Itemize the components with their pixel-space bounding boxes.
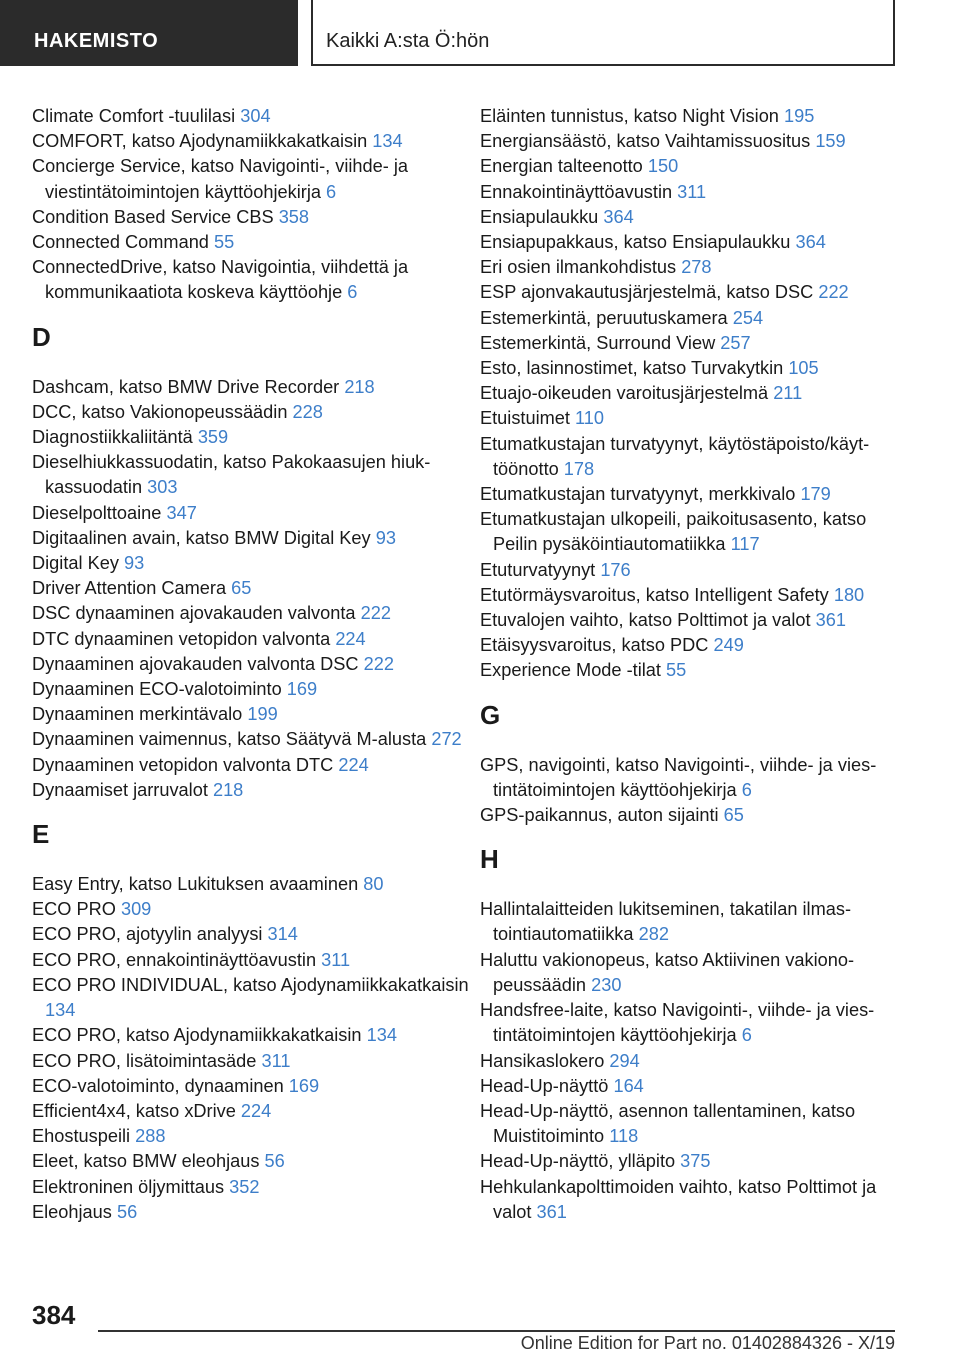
index-entry-page-link[interactable]: 164 <box>613 1075 644 1096</box>
index-entry-text: Dieselpolttoaine <box>32 502 162 523</box>
index-entry-text: Eläinten tunnistus, katso Night Vision <box>480 106 779 126</box>
index-entry <box>32 677 472 702</box>
index-entry-text: Hansikaslokero <box>480 1050 605 1071</box>
index-entry-page-link[interactable]: 65 <box>723 805 744 826</box>
index-entry <box>480 753 900 803</box>
index-entry-page-link[interactable]: 294 <box>609 1050 640 1071</box>
index-entry-text: Ensiapupakkaus, katso Ensiapulaukku <box>480 232 791 253</box>
index-entry <box>32 205 472 230</box>
index-entry-text: ECO PRO, ajotyylin analyysi <box>32 924 263 945</box>
index-letter-heading: G <box>480 699 501 730</box>
index-entry-page-link[interactable]: 364 <box>795 232 826 253</box>
index-entry <box>480 205 900 230</box>
index-entry <box>480 1074 900 1099</box>
index-entry-page-link[interactable]: 222 <box>360 603 391 624</box>
index-entry <box>32 627 472 652</box>
index-entry-text: Hehkulankapolttimoiden vaihto, katso Polttimot ja valot <box>480 1176 877 1222</box>
index-entry <box>32 450 472 500</box>
index-entry-page-link[interactable]: 224 <box>338 754 369 775</box>
index-entry <box>32 601 472 626</box>
index-entry <box>480 633 900 658</box>
index-entry-text: Eri osien ilmankohdistus <box>480 257 677 278</box>
index-entry <box>32 526 472 551</box>
footer-edition: Online Edition for Part no. 01402884326 - X/19 <box>520 1333 895 1353</box>
index-entry-text: Head-Up-näyttö <box>480 1075 609 1096</box>
index-entry-text: Head-Up-näyttö, asennon tallentaminen, katso Muistitoiminto <box>480 1100 856 1147</box>
index-entry <box>32 948 472 973</box>
index-entry-page-link[interactable]: 55 <box>666 660 687 681</box>
index-entry-page-link[interactable]: 364 <box>603 206 634 227</box>
index-entry <box>480 104 900 129</box>
index-entry <box>32 973 472 1023</box>
index-entry-page-link[interactable]: 93 <box>124 553 145 574</box>
index-entry-text: Haluttu vakionopeus, katso Aktiivinen vakionopeussäädin <box>480 949 855 995</box>
index-entry-page-link[interactable]: 56 <box>116 1201 138 1222</box>
footer-divider <box>98 1330 895 1332</box>
index-entry-text: GPS, navigointi, katso Navigointi-, viihde- ja viestintätoimintojen käyttöohjekirja <box>480 754 877 800</box>
index-entry-text: Dynaaminen vaimennus, katso Säätyvä M-alusta <box>32 729 427 750</box>
index-entry-text: Estemerkintä, Surround View <box>480 332 716 353</box>
index-entry-page-link[interactable]: 134 <box>366 1025 397 1046</box>
index-entry-page-link[interactable]: 254 <box>732 307 764 328</box>
index-entry-page-link[interactable]: 228 <box>292 401 323 422</box>
index-entry <box>480 432 900 482</box>
index-entry <box>480 255 900 280</box>
index-entry-page-link[interactable]: 55 <box>213 232 235 253</box>
index-entry-page-link[interactable]: 311 <box>261 1050 291 1071</box>
index-entry-text: Etuajo-oikeuden varoitusjärjestelmä <box>480 383 769 404</box>
index-entry <box>480 558 900 583</box>
index-entry-text: Ennakointinäyttöavustin <box>480 181 673 202</box>
index-entry <box>480 583 900 608</box>
index-entry <box>480 356 900 381</box>
index-entry-page-link[interactable]: 361 <box>815 610 847 631</box>
index-entry-page-link[interactable]: 180 <box>833 584 865 605</box>
index-entry <box>32 230 472 255</box>
index-entry-page-link[interactable]: 352 <box>229 1176 260 1197</box>
index-entry-page-link[interactable]: 65 <box>231 578 252 599</box>
page-header <box>0 0 960 66</box>
index-entry <box>480 1175 900 1225</box>
index-entry <box>480 1049 900 1074</box>
index-column-left <box>32 104 472 1225</box>
index-entry-text: Connected Command <box>32 232 209 253</box>
index-entry-page-link[interactable]: 272 <box>431 729 462 750</box>
index-entry-text: ConnectedDrive, katso Navigointia, viihdettä ja kommunikaatiota koskeva käyttöohje <box>32 257 409 303</box>
index-entry-page-link[interactable]: 105 <box>788 358 819 379</box>
index-entry <box>480 154 900 179</box>
index-entry <box>32 1200 472 1225</box>
index-entry-text: ECO-valotoiminto, dynaaminen <box>32 1075 284 1096</box>
index-entry <box>32 129 472 154</box>
index-entry-text: Digitaalinen avain, katso BMW Digital Key <box>32 527 371 548</box>
index-letter-heading: D <box>32 321 51 352</box>
index-entry-page-link[interactable]: 230 <box>591 974 622 995</box>
index-entry-text: Eleet, katso BMW eleohjaus <box>32 1151 260 1172</box>
index-entry <box>480 306 900 331</box>
index-entry-page-link[interactable]: 309 <box>120 899 152 920</box>
index-entry-page-link[interactable]: 257 <box>720 332 751 353</box>
index-entry-text: ECO PRO <box>32 899 116 920</box>
index-entry <box>480 230 900 255</box>
index-entry-page-link[interactable]: 278 <box>681 257 712 278</box>
index-entry-text: Condition Based Service CBS <box>32 206 274 227</box>
index-entry <box>32 652 472 677</box>
index-entry <box>32 1023 472 1048</box>
index-entry <box>480 1149 900 1174</box>
index-entry <box>480 658 900 683</box>
index-entry-page-link[interactable]: 169 <box>288 1075 320 1096</box>
index-entry-page-link[interactable]: 199 <box>247 704 278 725</box>
page-number: 384 <box>32 1300 76 1330</box>
index-entry-text: Elektroninen öljymittaus <box>32 1176 225 1197</box>
index-entry-page-link[interactable]: 110 <box>575 408 605 429</box>
index-column-right <box>480 104 900 1225</box>
index-entry-text: DTC dynaaminen vetopidon valvonta <box>32 628 331 649</box>
index-entry-text: GPS-paikannus, auton sijainti <box>480 805 719 826</box>
index-entry-page-link[interactable]: 93 <box>375 527 396 548</box>
index-entry-page-link[interactable]: 150 <box>647 156 679 177</box>
index-entry-page-link[interactable]: 224 <box>335 628 366 649</box>
index-entry-page-link[interactable]: 222 <box>818 282 849 303</box>
index-entry-page-link[interactable]: 358 <box>278 206 310 227</box>
index-entry-text: ECO PRO, katso Ajodynamiikkakatkaisin <box>32 1025 362 1046</box>
index-entry <box>32 375 472 400</box>
index-entry-page-link[interactable]: 117 <box>730 534 760 555</box>
index-entry-page-link[interactable]: 56 <box>264 1151 285 1172</box>
index-entry <box>480 280 900 305</box>
index-entry-text: Concierge Service, katso Navigointi-, viihde- ja viestintätoimintojen käyttöohjekirja <box>32 156 409 202</box>
index-entry-page-link[interactable]: 347 <box>166 502 197 523</box>
index-entry-text: Energian talteenotto <box>480 156 643 177</box>
index-entry-page-link[interactable]: 359 <box>197 427 229 448</box>
index-entry <box>480 507 900 557</box>
index-letter-heading: E <box>32 819 50 850</box>
index-entry-page-link[interactable]: 176 <box>600 559 631 580</box>
index-entry-page-link[interactable]: 218 <box>344 376 375 397</box>
index-entry-text: Etutörmäysvaroitus, katso Intelligent Safety <box>480 584 829 605</box>
index-entry-page-link[interactable]: 195 <box>783 106 815 126</box>
index-entry-page-link[interactable]: 134 <box>372 131 403 152</box>
index-entry-text: Etäisyysvaroitus, katso PDC <box>480 635 709 656</box>
index-entry-text: Dieselhiukkassuodatin, katso Pakokaasujen hiukkassuodatin <box>32 452 431 498</box>
index-entry <box>32 501 472 526</box>
index-entry-page-link[interactable]: 249 <box>713 635 744 656</box>
index-entry-page-link[interactable]: 288 <box>135 1126 166 1147</box>
index-entry-text: Etumatkustajan turvatyynyt, käytöstäpoisto/käyttöönotto <box>480 433 870 479</box>
index-entry-page-link[interactable]: 304 <box>240 106 271 126</box>
index-entry-page-link[interactable]: 375 <box>680 1151 711 1172</box>
index-entry-page-link[interactable]: 361 <box>536 1201 567 1222</box>
index-entry <box>32 255 472 305</box>
index-entry-page-link[interactable]: 80 <box>363 874 384 895</box>
index-entry-text: Hallintalaitteiden lukitseminen, takatilan ilmastointiautomatiikka <box>480 899 852 945</box>
index-entry-text: Eleohjaus <box>32 1201 112 1222</box>
index-entry-page-link[interactable]: 159 <box>815 131 846 152</box>
index-entry <box>480 482 900 507</box>
index-entry-page-link[interactable]: 224 <box>240 1100 272 1121</box>
index-entry-text: Ensiapulaukku <box>480 206 599 227</box>
index-entry <box>32 778 472 803</box>
index-entry-text: DSC dynaaminen ajovakauden valvonta <box>32 603 356 624</box>
index-entry <box>480 948 900 998</box>
index-entry-text: Easy Entry, katso Lukituksen avaaminen <box>32 874 359 895</box>
index-entry-page-link[interactable]: 211 <box>773 383 803 404</box>
index-entry-page-link[interactable]: 303 <box>147 477 178 498</box>
index-entry-page-link[interactable]: 311 <box>321 949 351 970</box>
index-entry-page-link[interactable]: 179 <box>800 484 831 505</box>
index-entry-text: ECO PRO, ennakointinäyttöavustin <box>32 949 317 970</box>
index-entry-page-link[interactable]: 6 <box>741 1025 752 1046</box>
index-entry <box>480 381 900 406</box>
index-entry-page-link[interactable]: 6 <box>347 282 358 303</box>
index-entry <box>480 129 900 154</box>
index-entry-text: ESP ajonvakautusjärjestelmä, katso DSC <box>480 282 814 303</box>
index-entry <box>480 180 900 205</box>
index-entry <box>32 425 472 450</box>
index-entry <box>32 753 472 778</box>
index-entry <box>480 998 900 1048</box>
index-entry <box>480 897 900 947</box>
index-entry <box>32 1124 472 1149</box>
index-entry <box>32 104 472 129</box>
index-entry-text: Dynaaminen merkintävalo <box>32 704 243 725</box>
index-entry <box>32 551 472 576</box>
index-entry-page-link[interactable]: 282 <box>638 924 669 945</box>
index-entry <box>480 406 900 431</box>
index-entry-text: COMFORT, katso Ajodynamiikkakatkaisin <box>32 131 368 152</box>
index-entry-text: Experience Mode -tilat <box>480 660 661 681</box>
index-entry-text: Dynaaminen ECO-valotoiminto <box>32 679 282 700</box>
index-entry-text: DCC, katso Vakionopeussäädin <box>32 401 288 422</box>
section-tab: HAKEMISTO <box>0 0 298 66</box>
index-entry-text: Etuistuimet <box>480 408 570 429</box>
index-entry-text: ECO PRO, lisätoimintasäde <box>32 1050 257 1071</box>
index-entry-text: Energiansäästö, katso Vaihtamissuositus <box>480 131 811 152</box>
index-entry <box>32 1049 472 1074</box>
index-entry-text: Dashcam, katso BMW Drive Recorder <box>32 376 340 397</box>
index-entry-text: Ehostuspeili <box>32 1126 131 1147</box>
index-entry-page-link[interactable]: 222 <box>363 653 394 674</box>
index-entry-page-link[interactable]: 134 <box>45 1000 76 1021</box>
index-entry <box>480 331 900 356</box>
index-entry-page-link[interactable]: 169 <box>286 679 318 700</box>
index-entry <box>32 154 472 204</box>
index-entry <box>32 400 472 425</box>
index-entry-text: ECO PRO INDIVIDUAL, katso Ajodynamiikkakatkaisin <box>32 974 469 995</box>
index-entry-text: Driver Attention Camera <box>32 578 227 599</box>
index-entry <box>32 922 472 947</box>
index-entry <box>32 897 472 922</box>
index-entry <box>32 1074 472 1099</box>
index-entry-page-link[interactable]: 6 <box>326 181 337 202</box>
index-entry <box>480 608 900 633</box>
index-entry-text: Dynaaminen vetopidon valvonta DTC <box>32 754 334 775</box>
index-entry-text: Dynaamiset jarruvalot <box>32 779 208 800</box>
index-entry-text: Etuvalojen vaihto, katso Polttimot ja valot <box>480 610 811 631</box>
index-entry <box>32 576 472 601</box>
index-entry <box>32 872 472 897</box>
section-title: Kaikki A:sta Ö:hön <box>311 0 895 66</box>
index-letter-heading: H <box>480 844 499 875</box>
index-entry-text: Etumatkustajan ulkopeili, paikoitusasento, katso Peilin pysäköintiautomatiikka <box>480 509 867 555</box>
index-entry-text: Climate Comfort -tuulilasi <box>32 106 236 126</box>
index-entry-text: Efficient4x4, katso xDrive <box>32 1100 236 1121</box>
index-entry-page-link[interactable]: 218 <box>212 779 244 800</box>
index-entry <box>480 803 900 828</box>
index-entry <box>32 1175 472 1200</box>
index-entry-text: Estemerkintä, peruutuskamera <box>480 307 728 328</box>
index-entry-page-link[interactable]: 178 <box>563 458 595 479</box>
index-entry <box>480 1099 900 1149</box>
index-entry-text: Etumatkustajan turvatyynyt, merkkivalo <box>480 484 796 505</box>
index-entry-page-link[interactable]: 311 <box>677 181 707 202</box>
index-entry <box>32 1099 472 1124</box>
index-entry <box>32 702 472 727</box>
index-entry-page-link[interactable]: 6 <box>741 779 752 800</box>
index-entry-text: Digital Key <box>32 553 119 574</box>
index-entry-text: Handsfree-laite, katso Navigointi-, viihde- ja viestintätoimintojen käyttöohjekirja <box>480 1000 875 1046</box>
index-entry-text: Etuturvatyynyt <box>480 559 596 580</box>
index-entry <box>32 727 472 752</box>
index-entry-text: Esto, lasinnostimet, katso Turvakytkin <box>480 358 784 379</box>
index-entry-text: Head-Up-näyttö, ylläpito <box>480 1151 676 1172</box>
index-entry-text: Dynaaminen ajovakauden valvonta DSC <box>32 653 359 674</box>
index-entry <box>32 1149 472 1174</box>
index-entry-page-link[interactable]: 314 <box>267 924 298 945</box>
index-entry-page-link[interactable]: 118 <box>609 1126 639 1147</box>
index-entry-text: Diagnostiikkaliitäntä <box>32 427 193 448</box>
